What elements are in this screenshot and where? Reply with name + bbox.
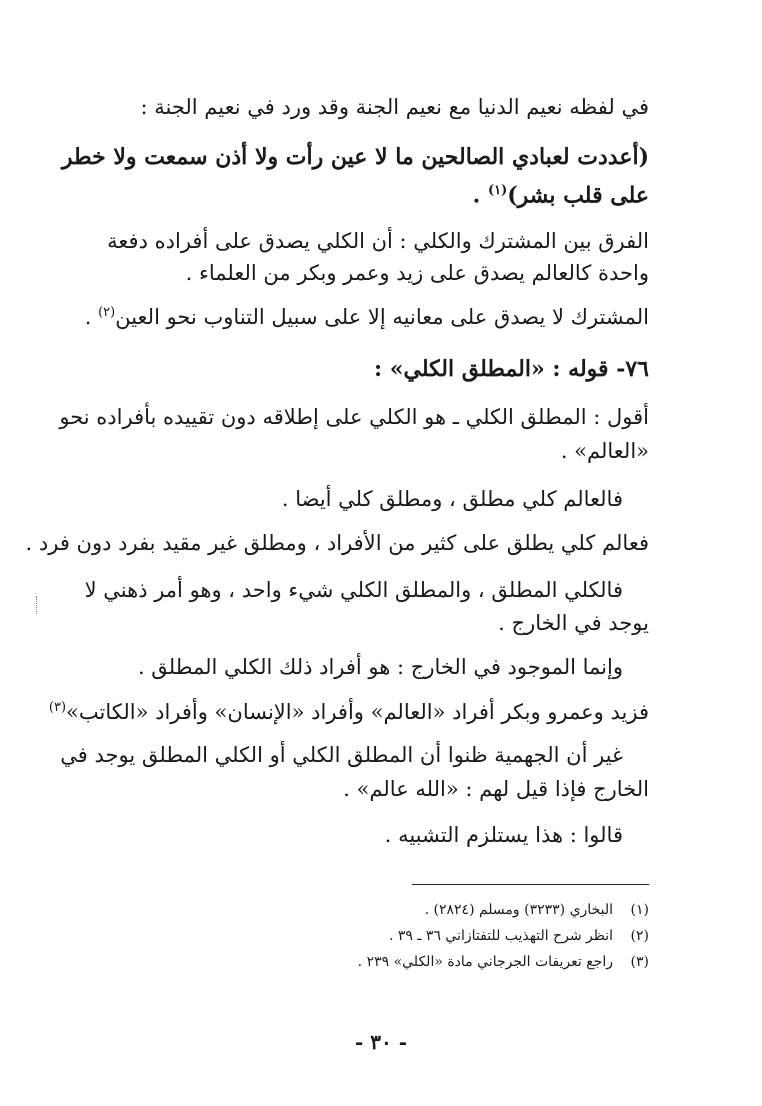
afrad-text: فزيد وعمرو وبكر أفراد «العالم» وأفراد «الإنسان» وأفراد «الكاتب» bbox=[66, 700, 649, 724]
mushtarak-text: المشترك لا يصدق على معانيه إلا على سبيل التناوب نحو العين bbox=[115, 305, 649, 329]
footnote-number: (٢) bbox=[630, 928, 649, 944]
text-line-15 bbox=[48, 693, 649, 727]
text-line-5: واحدة كالعالم يصدق على زيد وعمر وبكر من العلماء . bbox=[185, 261, 649, 285]
text-line-1: في لفظه نعيم الدنيا مع نعيم الجنة وقد ورد في نعيم الجنة : bbox=[140, 95, 649, 119]
footnote-number: (١) bbox=[630, 902, 649, 918]
footnote-number: (٣) bbox=[630, 954, 649, 970]
text-line-6 bbox=[84, 298, 649, 332]
footnote-text: راجع تعريفات الجرجاني مادة «الكلي» ٢٣٩ . bbox=[357, 954, 613, 970]
text-line-14: وإنما الموجود في الخارج : هو أفراد ذلك الكلي المطلق . bbox=[137, 655, 623, 679]
period: . bbox=[84, 305, 99, 329]
text-line-4: الفرق بين المشترك والكلي : أن الكلي يصدق على أفراده دفعة bbox=[107, 229, 649, 253]
footnote-text: انظر شرح التهذيب للتفتازاني ٣٦ ـ ٣٩ . bbox=[388, 928, 613, 944]
text-line-12: فالكلي المطلق ، والمطلق الكلي شيء واحد ، وهو أمر ذهني لا bbox=[84, 578, 623, 602]
hadith-text: على قلب بشر) bbox=[507, 182, 649, 209]
footnote-ref-2: (٢) bbox=[98, 305, 116, 320]
footnote-3 bbox=[109, 951, 649, 973]
text-line-9: «العالم» . bbox=[560, 439, 649, 463]
footnote-1 bbox=[109, 899, 649, 921]
text-line-13: يوجد في الخارج . bbox=[498, 611, 649, 635]
page-number: - ٣٠ - bbox=[354, 1030, 407, 1054]
footnote-ref-3: (٣) bbox=[48, 700, 67, 715]
text-line-17: الخارج فإذا قيل لهم : «الله عالم» . bbox=[343, 777, 649, 801]
text-line-10: فالعالم كلي مطلق ، ومطلق كلي أيضا . bbox=[281, 487, 623, 511]
hadith-line-1: (أعددت لعبادي الصالحين ما لا عين رأت ولا أذن سمعت ولا خطر bbox=[61, 144, 649, 170]
text-line-16: غير أن الجهمية ظنوا أن المطلق الكلي أو الكلي المطلق يوجد في bbox=[60, 743, 623, 767]
text-line-8: أقول : المطلق الكلي ـ هو الكلي على إطلاقه دون تقييده بأفراده نحو bbox=[59, 405, 649, 429]
footnote-text: البخاري (٣٢٣٣) ومسلم (٢٨٢٤) . bbox=[424, 902, 613, 918]
footnote-separator bbox=[412, 884, 649, 885]
period: . bbox=[472, 182, 488, 209]
text-line-18: قالوا : هذا يستلزم التشبيه . bbox=[384, 823, 623, 847]
footnote-2 bbox=[109, 925, 649, 947]
hadith-line-2 bbox=[109, 176, 649, 210]
margin-mark bbox=[36, 596, 40, 614]
text-line-11: فعالم كلي يطلق على كثير من الأفراد ، ومطلق غير مقيد بفرد دون فرد . bbox=[25, 531, 649, 555]
section-heading-76: ٧٦- قوله : «المطلق الكلي» : bbox=[374, 356, 649, 382]
footnote-ref-1: (١) bbox=[487, 183, 508, 198]
